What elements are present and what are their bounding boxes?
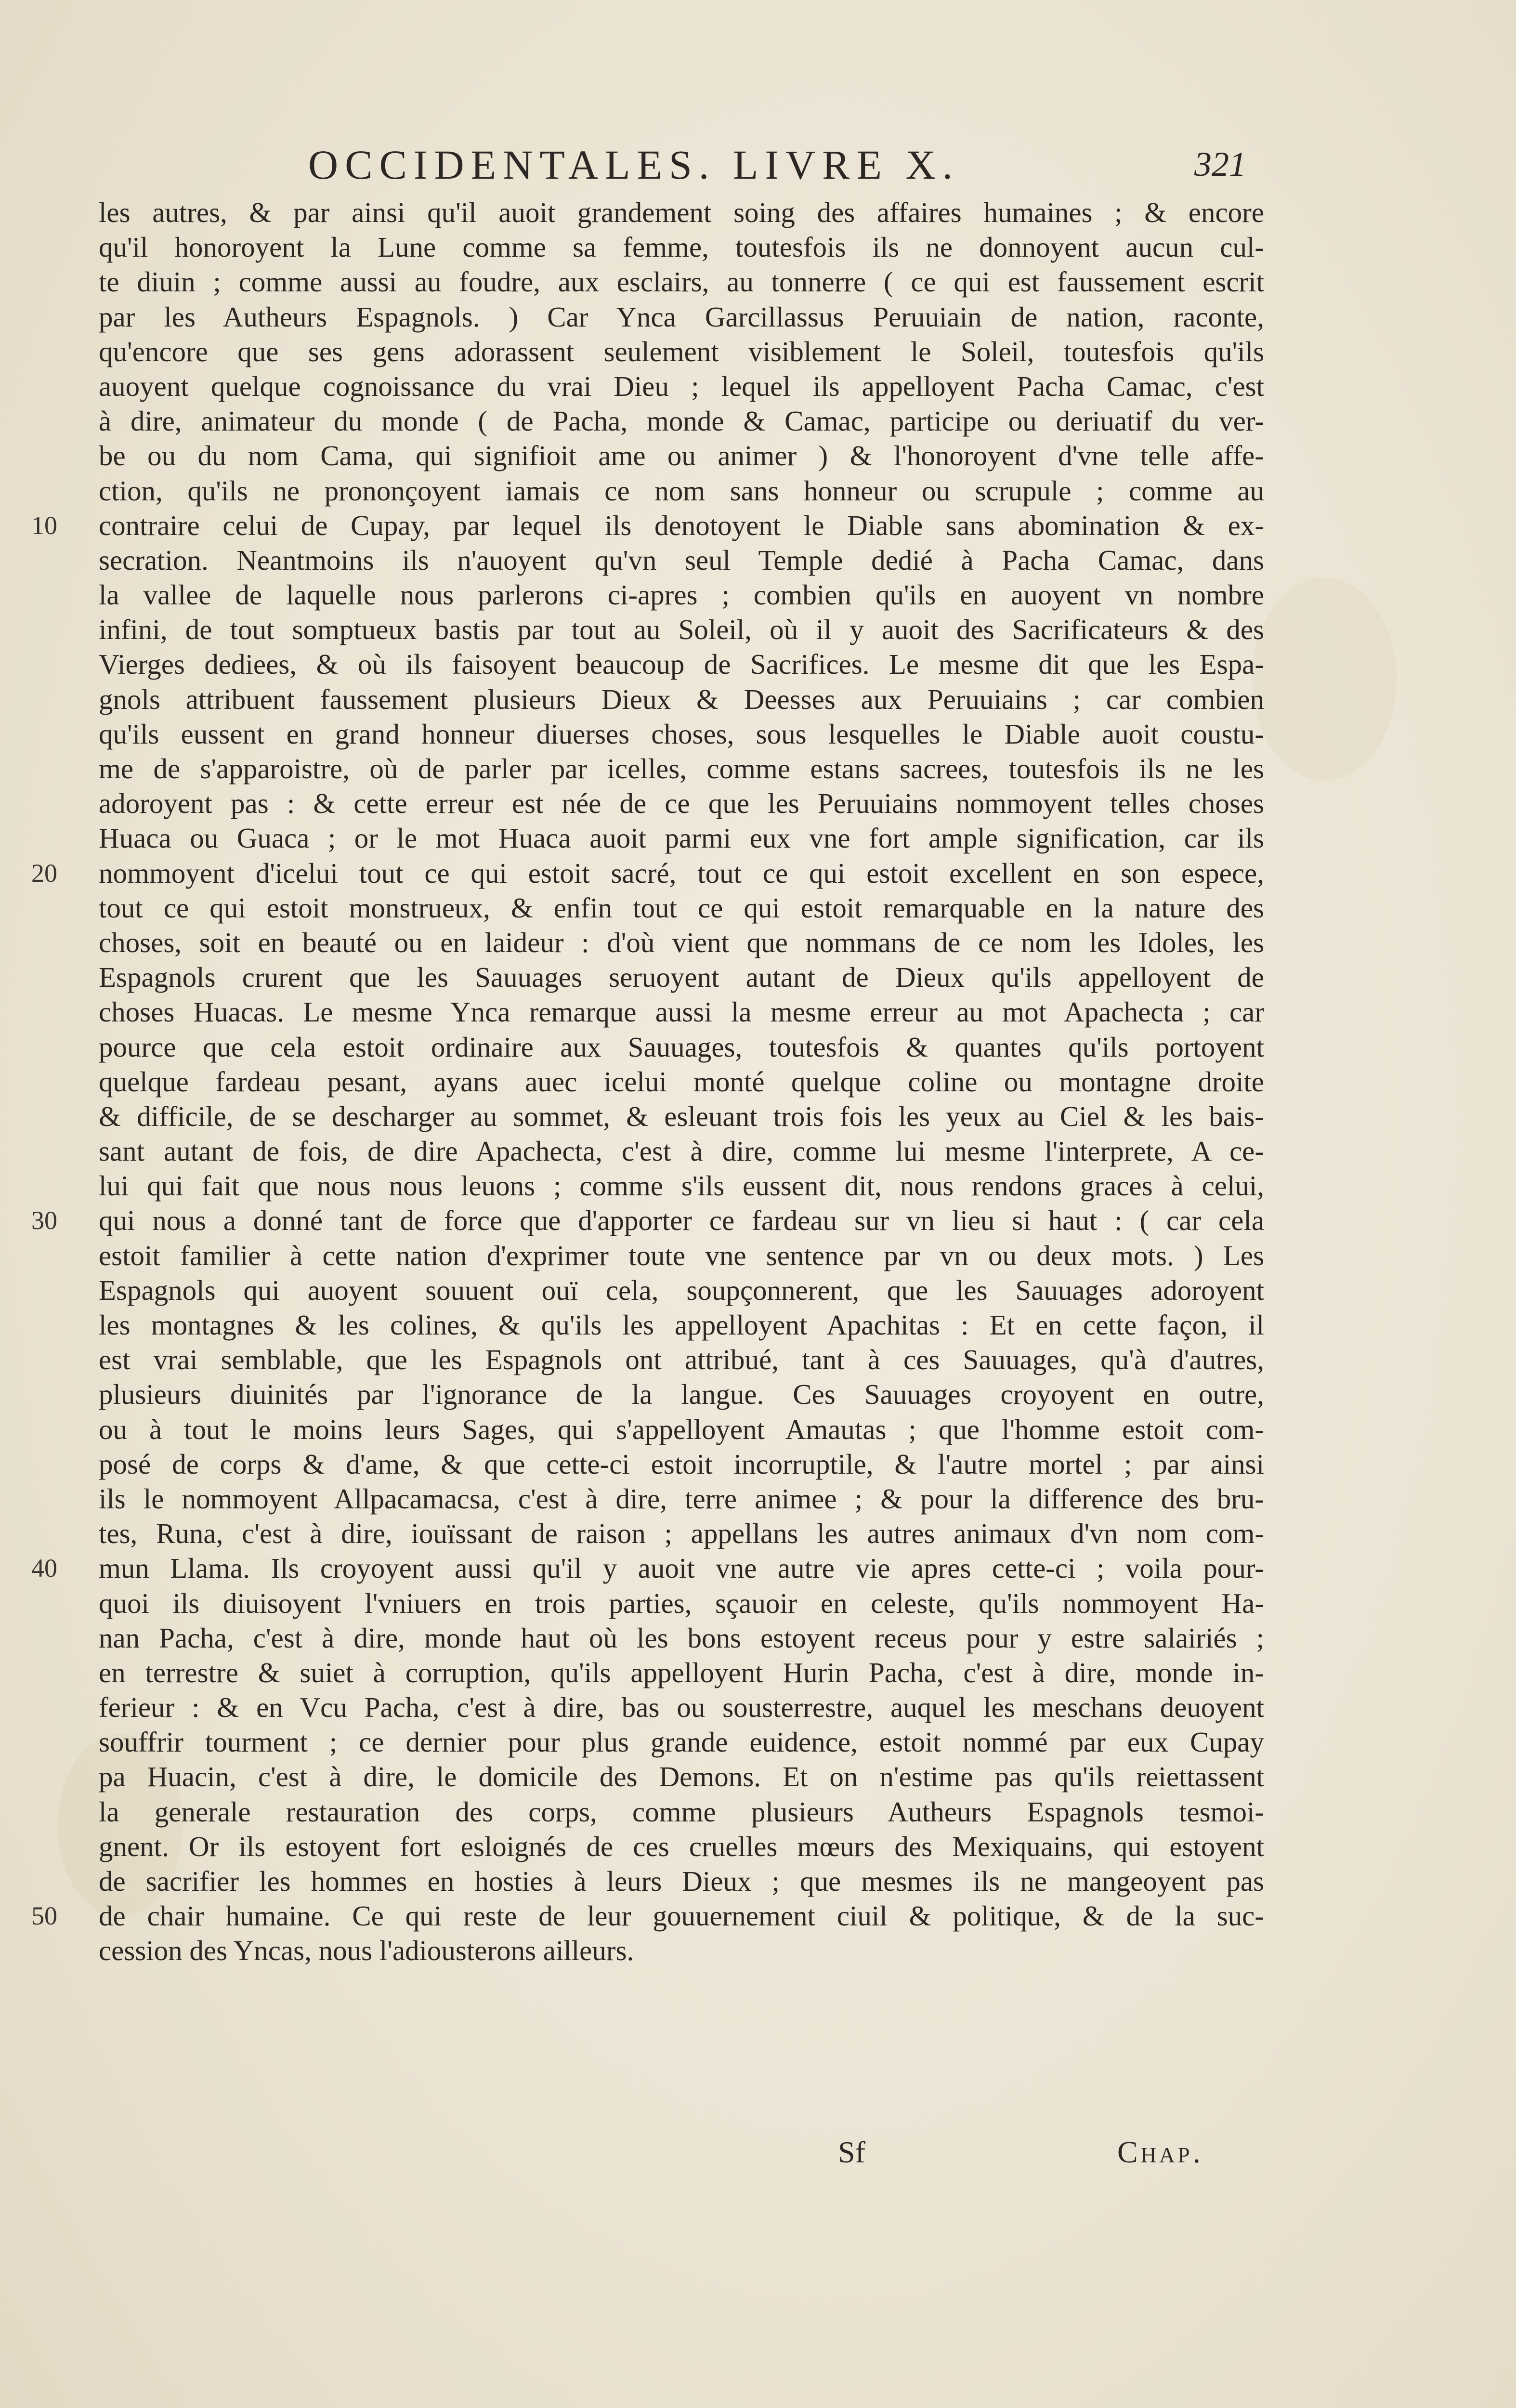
- text-line: [99, 1342, 1264, 1377]
- page-number: 321: [1194, 145, 1246, 183]
- text-line: [99, 786, 1264, 821]
- text-line: [99, 230, 1264, 264]
- text-line: [99, 1412, 1264, 1447]
- line-text: estoit familier à cette nation d'exprimer toute vne sentence par vn ou deux mots. ) Les: [99, 1239, 1264, 1271]
- line-text: Espagnols qui auoyent souuent ouï cela, soupçonnerent, que les Sauuages adoroyent: [99, 1274, 1264, 1306]
- body-text: [31, 195, 1264, 1968]
- text-line: [99, 404, 1264, 438]
- line-text: be ou du nom Cama, qui signifioit ame ou animer ) & l'honoroyent d'vne telle affe-: [99, 440, 1264, 472]
- text-line: [99, 1759, 1264, 1794]
- line-text: Vierges dediees, & où ils faisoyent beaucoup de Sacrifices. Le mesme dit que les Espa-: [99, 648, 1264, 681]
- text-line: [99, 1864, 1264, 1898]
- line-text: de sacrifier les hommes en hosties à leurs Dieux ; que mesmes ils ne mangeoyent pas: [99, 1865, 1264, 1897]
- running-title: OCCIDENTALES. LIVRE X.: [308, 142, 960, 188]
- line-text: quoi ils diuisoyent l'vniuers en trois parties, sçauoir en celeste, qu'ils nommoyent Ha-: [99, 1587, 1264, 1619]
- text-line: [99, 1273, 1264, 1308]
- paper-stain: [1252, 578, 1397, 780]
- line-text: sant autant de fois, de dire Apachecta, c'est à dire, comme lui mesme l'interprete, A ce-: [99, 1135, 1264, 1167]
- text-line: [99, 438, 1264, 473]
- line-text: de chair humaine. Ce qui reste de leur gouuernement ciuil & politique, & de la suc-: [99, 1900, 1264, 1932]
- text-line: [31, 856, 1264, 890]
- text-line: [31, 508, 1264, 543]
- line-text: te diuin ; comme aussi au foudre, aux esclairs, au tonnerre ( ce qui est faussement escrit: [99, 266, 1264, 298]
- text-line: [99, 995, 1264, 1029]
- text-line: [99, 1030, 1264, 1064]
- text-line: [99, 1516, 1264, 1551]
- line-text: gnols attribuent faussement plusieurs Dieux & Deesses aux Peruuiains ; car combien: [99, 683, 1264, 715]
- text-line: [99, 1099, 1264, 1134]
- line-text: choses Huacas. Le mesme Ynca remarque aussi la mesme erreur au mot Apachecta ; car: [99, 996, 1264, 1028]
- line-text: ils le nommoyent Allpacamacsa, c'est à dire, terre animee ; & pour la difference des bru-: [99, 1482, 1264, 1515]
- line-text: qu'encore que ses gens adorassent seulement visiblement le Soleil, toutesfois qu'ils: [99, 335, 1264, 367]
- text-line: [99, 195, 1264, 230]
- line-number: 50: [31, 1901, 57, 1931]
- line-text: nan Pacha, c'est à dire, monde haut où les bons estoyent receus pour y estre salairiés ;: [99, 1622, 1264, 1654]
- text-line: [99, 1064, 1264, 1099]
- text-line: [99, 1377, 1264, 1412]
- text-line: [99, 1794, 1264, 1829]
- text-line: [99, 1725, 1264, 1759]
- text-line: [99, 682, 1264, 717]
- line-text: quelque fardeau pesant, ayans auec icelui monté quelque coline ou montagne droite: [99, 1065, 1264, 1098]
- line-text: pource que cela estoit ordinaire aux Sauuages, toutesfois & quantes qu'ils portoyent: [99, 1031, 1264, 1063]
- text-line: [99, 1238, 1264, 1273]
- text-line: [99, 543, 1264, 577]
- line-text: pa Huacin, c'est à dire, le domicile des Demons. Et on n'estime pas qu'ils reiettassent: [99, 1761, 1264, 1793]
- line-text: la generale restauration des corps, comme plusieurs Autheurs Espagnols tesmoi-: [99, 1795, 1264, 1828]
- line-text: ou à tout le moins leurs Sages, qui s'appelloyent Amautas ; que l'homme estoit com-: [99, 1413, 1264, 1445]
- text-line: [99, 473, 1264, 508]
- line-text: qui nous a donné tant de force que d'apporter ce fardeau sur vn lieu si haut : ( car cela: [99, 1204, 1264, 1237]
- line-number: 20: [31, 858, 57, 888]
- line-text: tout ce qui estoit monstrueux, & enfin tout ce qui estoit remarquable en la nature des: [99, 891, 1264, 924]
- text-line: [99, 1933, 1264, 1968]
- line-text: par les Autheurs Espagnols. ) Car Ynca Garcillassus Peruuiain de nation, raconte,: [99, 301, 1264, 333]
- line-text: choses, soit en beauté ou en laideur : d'où vient que nommans de ce nom les Idoles, les: [99, 926, 1264, 958]
- line-text: qu'ils eussent en grand honneur diuerses choses, sous lesquelles le Diable auoit coustu-: [99, 718, 1264, 750]
- text-line: [99, 647, 1264, 681]
- line-text: adoroyent pas : & cette erreur est née de ce que les Peruuiains nommoyent telles choses: [99, 787, 1264, 820]
- line-text: en terrestre & suiet à corruption, qu'ils appelloyent Hurin Pacha, c'est à dire, monde in-: [99, 1656, 1264, 1688]
- line-text: lui qui fait que nous nous leuons ; comme s'ils eussent dit, nous rendons graces à celui,: [99, 1170, 1264, 1202]
- line-text: auoyent quelque cognoissance du vrai Dieu ; lequel ils appelloyent Pacha Camac, c'est: [99, 370, 1264, 402]
- text-line: [99, 264, 1264, 299]
- line-text: me de s'apparoistre, où de parler par icelles, comme estans sacrees, toutesfois ils ne les: [99, 753, 1264, 785]
- text-line: [99, 751, 1264, 786]
- line-text: posé de corps & d'ame, & que cette-ci estoit incorruptile, & l'autre mortel ; par ainsi: [99, 1448, 1264, 1480]
- text-line: [31, 1203, 1264, 1238]
- line-text: cession des Yncas, nous l'adiousterons ailleurs.: [99, 1935, 634, 1967]
- line-number: 10: [31, 510, 57, 540]
- text-line: [31, 1551, 1264, 1585]
- text-line: [99, 1829, 1264, 1864]
- text-line: [99, 334, 1264, 369]
- text-line: [31, 1898, 1264, 1933]
- catchword: Chap.: [1117, 2135, 1203, 2169]
- line-text: & difficile, de se descharger au sommet, & esleuant trois fois les yeux au Ciel & les bais-: [99, 1100, 1264, 1132]
- text-line: [99, 1655, 1264, 1690]
- text-line: [99, 1447, 1264, 1481]
- text-line: [99, 1586, 1264, 1621]
- line-text: les autres, & par ainsi qu'il auoit grandement soing des affaires humaines ; & encore: [99, 196, 1264, 228]
- text-line: [99, 369, 1264, 404]
- line-text: nommoyent d'icelui tout ce qui estoit sacré, tout ce qui estoit excellent en son espece,: [99, 857, 1264, 889]
- line-text: secration. Neantmoins ils n'auoyent qu'vn seul Temple dedié à Pacha Camac, dans: [99, 544, 1264, 576]
- line-text: est vrai semblable, que les Espagnols ont attribué, tant à ces Sauuages, qu'à d'autres,: [99, 1344, 1264, 1376]
- signature-mark: Sf: [838, 2135, 865, 2169]
- text-line: [99, 717, 1264, 751]
- line-text: ction, qu'ils ne prononçoyent iamais ce nom sans honneur ou scrupule ; comme au: [99, 474, 1264, 507]
- line-text: mun Llama. Ils croyoyent aussi qu'il y auoit vne autre vie apres cette-ci ; voila pour-: [99, 1552, 1264, 1584]
- line-text: Huaca ou Guaca ; or le mot Huaca auoit parmi eux vne fort ample signification, car ils: [99, 822, 1264, 854]
- line-text: Espagnols crurent que les Sauuages seruoyent autant de Dieux qu'ils appelloyent de: [99, 961, 1264, 994]
- line-text: infini, de tout somptueux bastis par tout au Soleil, où il y auoit des Sacrificateurs & des: [99, 614, 1264, 646]
- text-line: [99, 1308, 1264, 1342]
- text-line: [99, 300, 1264, 334]
- text-line: [99, 925, 1264, 960]
- text-line: [99, 821, 1264, 855]
- line-text: plusieurs diuinités par l'ignorance de la langue. Ces Sauuages croyoyent en outre,: [99, 1378, 1264, 1411]
- text-line: [99, 1690, 1264, 1725]
- text-line: [99, 1481, 1264, 1516]
- text-line: [99, 1621, 1264, 1655]
- line-text: contraire celui de Cupay, par lequel ils denotoyent le Diable sans abomination & ex-: [99, 509, 1264, 541]
- text-line: [99, 612, 1264, 647]
- line-text: à dire, animateur du monde ( de Pacha, monde & Camac, participe ou deriuatif du ver-: [99, 405, 1264, 437]
- line-text: les montagnes & les colines, & qu'ils les appelloyent Apachitas : Et en cette façon, il: [99, 1309, 1264, 1341]
- line-text: tes, Runa, c'est à dire, iouïssant de raison ; appellans les autres animaux d'vn nom com-: [99, 1518, 1264, 1550]
- line-number: 40: [31, 1554, 57, 1583]
- text-line: [99, 577, 1264, 612]
- text-line: [99, 890, 1264, 925]
- line-text: la vallee de laquelle nous parlerons ci-apres ; combien qu'ils en auoyent vn nombre: [99, 579, 1264, 611]
- line-number: 30: [31, 1206, 57, 1235]
- text-line: [99, 1134, 1264, 1168]
- line-text: souffrir tourment ; ce dernier pour plus grande euidence, estoit nommé par eux Cupay: [99, 1726, 1264, 1758]
- line-text: qu'il honoroyent la Lune comme sa femme, toutesfois ils ne donnoyent aucun cul-: [99, 231, 1264, 263]
- line-text: ferieur : & en Vcu Pacha, c'est à dire, bas ou sousterrestre, auquel les meschans deuoyent: [99, 1691, 1264, 1724]
- text-line: [99, 960, 1264, 995]
- line-text: gnent. Or ils estoyent fort esloignés de ces cruelles mœurs des Mexiquains, qui estoyent: [99, 1830, 1264, 1862]
- text-line: [99, 1168, 1264, 1203]
